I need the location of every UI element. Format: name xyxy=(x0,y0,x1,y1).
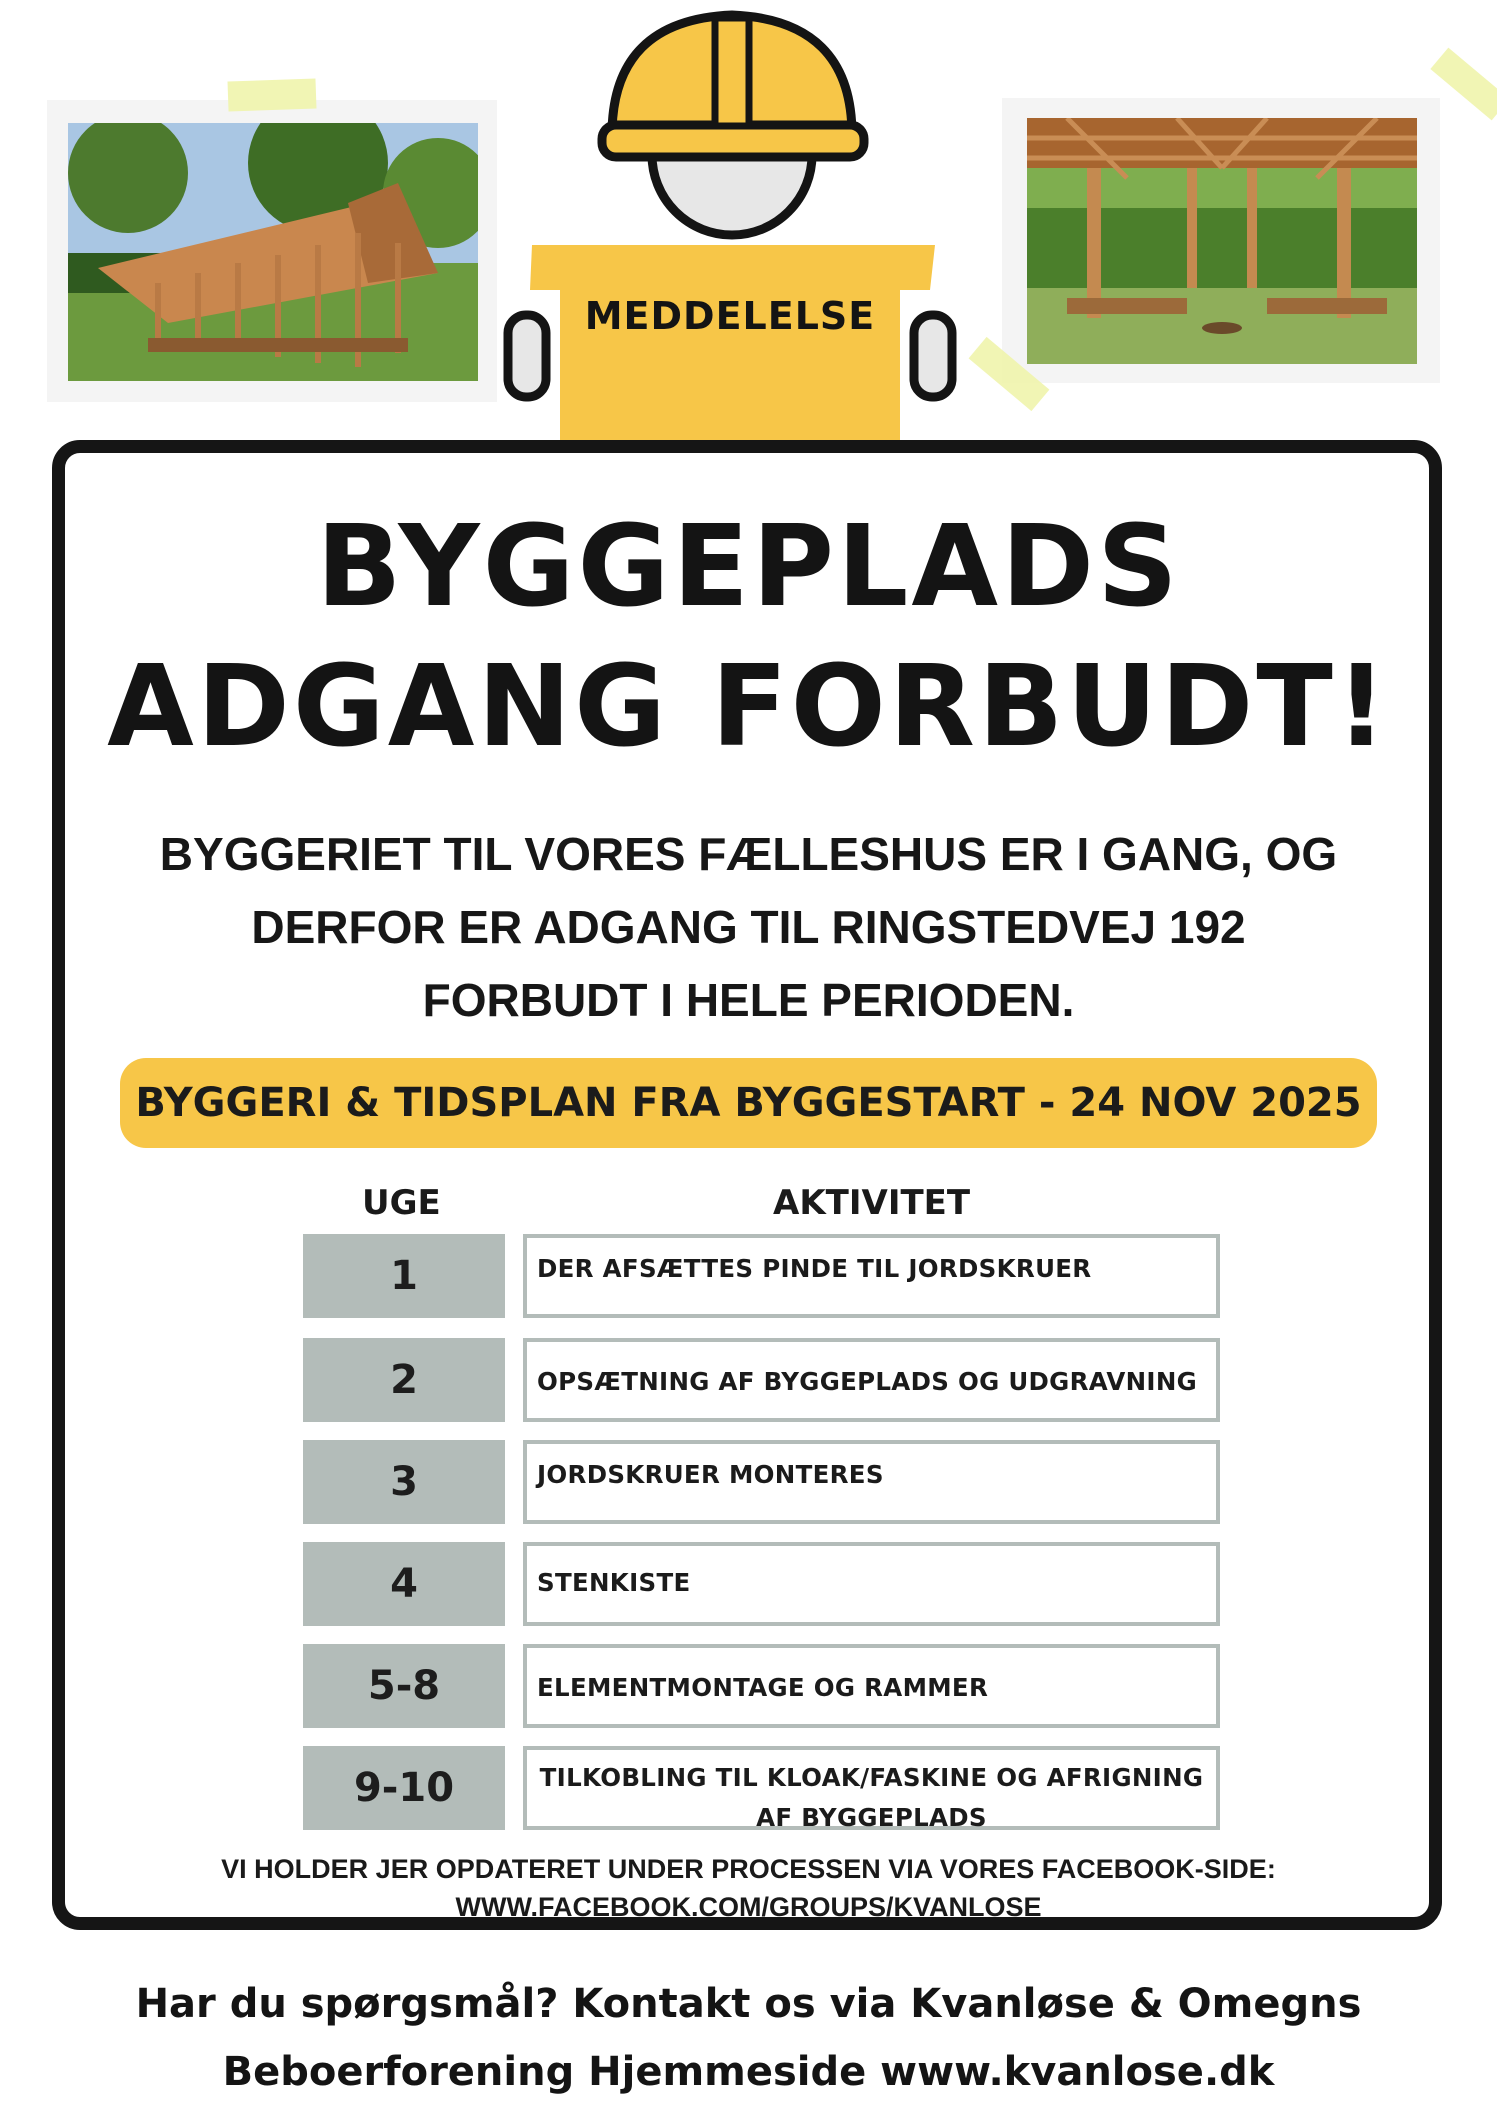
tape-decoration xyxy=(1430,48,1497,121)
activity-cell: STENKISTE xyxy=(523,1542,1220,1626)
facebook-note xyxy=(140,1850,1357,1926)
intro-line: BYGGERIET TIL VORES FÆLLESHUS ER I GANG, OG xyxy=(159,828,1338,880)
week-cell: 2 xyxy=(303,1338,505,1422)
intro-line: FORBUDT I HELE PERIODEN. xyxy=(422,974,1075,1026)
activity-cell: OPSÆTNING AF BYGGEPLADS OG UDGRAVNING xyxy=(523,1338,1220,1422)
intro-text xyxy=(120,818,1377,1037)
schedule-banner-text: BYGGERI & TIDSPLAN FRA BYGGESTART - 24 NOV 2025 xyxy=(135,1080,1362,1126)
week-column-header: UGE xyxy=(362,1183,441,1223)
activity-cell xyxy=(523,1746,1220,1830)
construction-worker-illustration xyxy=(500,0,960,470)
week-cell: 3 xyxy=(303,1440,505,1524)
contact-line: Har du spørgsmål? Kontakt os via Kvanløse & Omegns xyxy=(135,1981,1362,2027)
building-photo-exterior xyxy=(68,123,478,381)
activity-cell: DER AFSÆTTES PINDE TIL JORDSKRUER xyxy=(523,1234,1220,1318)
schedule-banner xyxy=(120,1058,1377,1148)
facebook-note-text: VI HOLDER JER OPDATERET UNDER PROCESSEN VIA VORES FACEBOOK-SIDE: xyxy=(221,1854,1276,1884)
headline-subtitle: ADGANG FORBUDT! xyxy=(107,642,1390,772)
headline-title: BYGGEPLADS xyxy=(316,502,1181,632)
contact-text xyxy=(100,1970,1397,2106)
activity-cell: JORDSKRUER MONTERES xyxy=(523,1440,1220,1524)
week-cell: 5-8 xyxy=(303,1644,505,1728)
week-cell: 1 xyxy=(303,1234,505,1318)
notice-badge: MEDDELELSE xyxy=(584,294,876,338)
contact-line-website[interactable]: Beboerforening Hjemmeside www.kvanlose.dk xyxy=(222,2049,1275,2095)
intro-line: DERFOR ER ADGANG TIL RINGSTEDVEJ 192 xyxy=(251,901,1246,953)
building-photo-interior xyxy=(1027,118,1417,364)
activity-line: TILKOBLING TIL KLOAK/FASKINE OG AFRIGNING xyxy=(539,1763,1204,1792)
activity-line: AF BYGGEPLADS xyxy=(756,1803,987,1832)
week-cell: 9-10 xyxy=(303,1746,505,1830)
activity-cell: ELEMENTMONTAGE OG RAMMER xyxy=(523,1644,1220,1728)
facebook-link[interactable]: WWW.FACEBOOK.COM/GROUPS/KVANLOSE xyxy=(455,1892,1042,1922)
week-cell: 4 xyxy=(303,1542,505,1626)
tape-decoration xyxy=(228,78,317,111)
activity-column-header: AKTIVITET xyxy=(773,1183,971,1223)
